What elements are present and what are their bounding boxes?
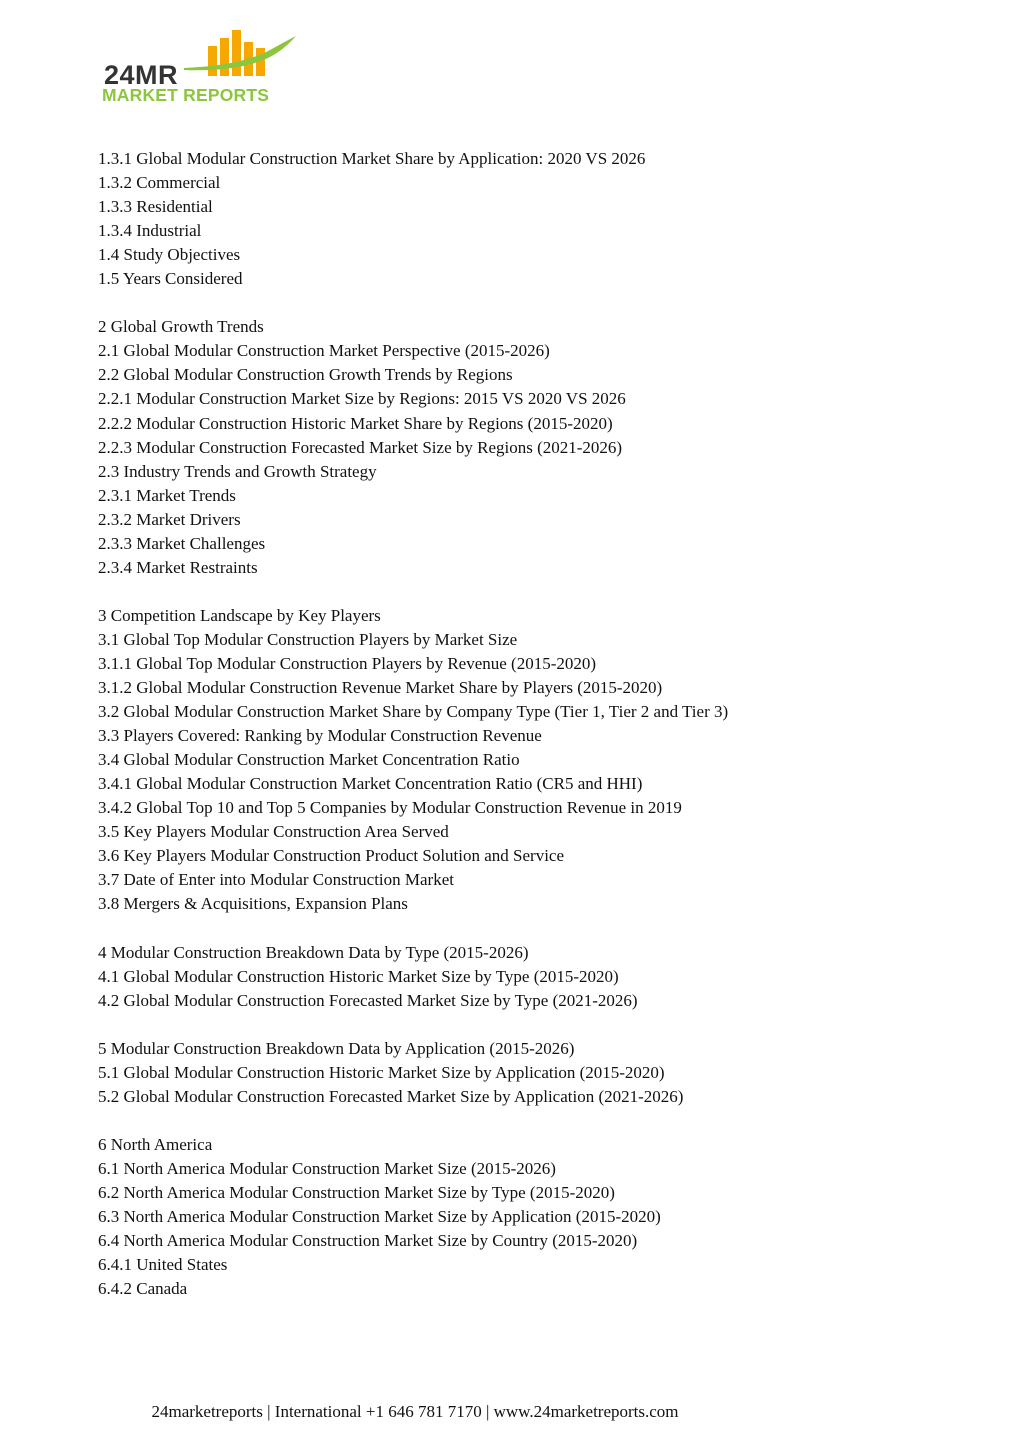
toc-entry: 2.3.3 Market Challenges xyxy=(98,533,266,553)
toc-entry: 6.4.2 Canada xyxy=(98,1279,188,1299)
toc-entry: 2 Global Growth Trends xyxy=(98,317,264,337)
toc-entry: 3.1 Global Top Modular Construction Players by Market Size xyxy=(98,629,518,649)
toc-entry: 2.3.4 Market Restraints xyxy=(98,557,258,577)
toc-entry: 3.3 Players Covered: Ranking by Modular Construction Revenue xyxy=(98,726,542,746)
toc-entry: 6.3 North America Modular Construction Market Size by Application (2015-2020) xyxy=(98,1207,661,1227)
toc-entry: 1.3.2 Commercial xyxy=(98,173,221,193)
company-logo xyxy=(100,28,310,108)
toc-entry: 2.3.2 Market Drivers xyxy=(98,509,241,529)
toc-entry: 3.1.2 Global Modular Construction Revenue Market Share by Players (2015-2020) xyxy=(98,678,663,698)
toc-entry: 4 Modular Construction Breakdown Data by Type (2015-2026) xyxy=(98,942,529,962)
toc-entry: 4.1 Global Modular Construction Historic Market Size by Type (2015-2020) xyxy=(98,966,619,986)
toc-entry: 3.1.1 Global Top Modular Construction Players by Revenue (2015-2020) xyxy=(98,653,597,673)
toc-entry: 5.2 Global Modular Construction Forecasted Market Size by Application (2021-2026) xyxy=(98,1086,684,1106)
section-gap xyxy=(98,917,978,941)
toc-entry: 2.2.3 Modular Construction Forecasted Market Size by Regions (2021-2026) xyxy=(98,437,623,457)
section-gap xyxy=(98,291,978,315)
toc-entry: 2.1 Global Modular Construction Market Perspective (2015-2026) xyxy=(98,341,550,361)
toc-entry: 6.2 North America Modular Construction Market Size by Type (2015-2020) xyxy=(98,1183,615,1203)
toc-entry: 5 Modular Construction Breakdown Data by Application (2015-2026) xyxy=(98,1038,575,1058)
toc-entry: 1.3.3 Residential xyxy=(98,197,213,217)
toc-entry: 3 Competition Landscape by Key Players xyxy=(98,605,381,625)
toc-entry: 3.7 Date of Enter into Modular Construction Market xyxy=(98,870,454,890)
section-gap xyxy=(98,580,978,604)
toc-entry: 1.3.4 Industrial xyxy=(98,221,202,241)
toc-entry: 2.2.2 Modular Construction Historic Market Share by Regions (2015-2020) xyxy=(98,413,613,433)
toc-entry: 3.4.2 Global Top 10 and Top 5 Companies by Modular Construction Revenue in 2019 xyxy=(98,798,682,818)
toc-entry: 6.4.1 United States xyxy=(98,1255,228,1275)
toc-entry: 5.1 Global Modular Construction Historic Market Size by Application (2015-2020) xyxy=(98,1062,665,1082)
toc-entry: 3.8 Mergers & Acquisitions, Expansion Plans xyxy=(98,894,408,914)
toc-entry: 3.6 Key Players Modular Construction Product Solution and Service xyxy=(98,846,565,866)
toc-entry: 6 North America xyxy=(98,1134,213,1154)
section-gap xyxy=(98,1109,978,1133)
toc-entry: 1.4 Study Objectives xyxy=(98,245,241,265)
toc-entry: 6.4 North America Modular Construction Market Size by Country (2015-2020) xyxy=(98,1231,638,1251)
toc-entry: 2.2.1 Modular Construction Market Size by Regions: 2015 VS 2020 VS 2026 xyxy=(98,389,626,409)
page-footer: 24marketreports | International +1 646 781 7170 | www.24marketreports.com xyxy=(151,1402,679,1421)
toc-entry: 2.3.1 Market Trends xyxy=(98,485,236,505)
toc-entry: 4.2 Global Modular Construction Forecasted Market Size by Type (2021-2026) xyxy=(98,990,638,1010)
logo-tagline: MARKET REPORTS xyxy=(102,85,270,105)
toc-entry: 3.4 Global Modular Construction Market Concentration Ratio xyxy=(98,750,520,770)
table-of-contents xyxy=(98,147,978,1301)
section-gap xyxy=(98,1013,978,1037)
toc-entry: 2.2 Global Modular Construction Growth Trends by Regions xyxy=(98,365,513,385)
toc-entry: 2.3 Industry Trends and Growth Strategy xyxy=(98,461,377,481)
toc-entry: 3.2 Global Modular Construction Market Share by Company Type (Tier 1, Tier 2 and Tier 3) xyxy=(98,702,729,722)
toc-entry: 1.3.1 Global Modular Construction Market Share by Application: 2020 VS 2026 xyxy=(98,149,646,168)
toc-entry: 3.4.1 Global Modular Construction Market Concentration Ratio (CR5 and HHI) xyxy=(98,774,643,794)
toc-entry: 6.1 North America Modular Construction Market Size (2015-2026) xyxy=(98,1158,556,1178)
toc-entry: 3.5 Key Players Modular Construction Area Served xyxy=(98,822,449,842)
toc-entry: 1.5 Years Considered xyxy=(98,269,243,289)
logo-wordmark: 24MR xyxy=(104,60,179,90)
